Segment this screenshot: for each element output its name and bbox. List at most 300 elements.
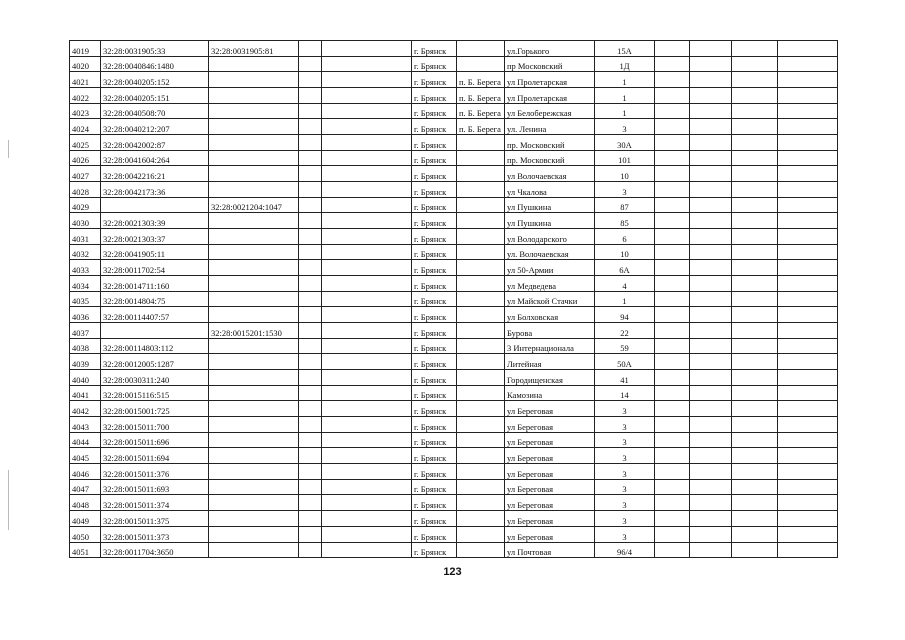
city-cell: г. Брянск [412, 338, 457, 354]
table-row [70, 495, 838, 511]
empty-cell [299, 229, 322, 245]
row-number-cell: 4027 [70, 166, 101, 182]
empty-cell [322, 56, 412, 72]
parent-cadastral-number-cell: 32:28:0031905:81 [209, 41, 299, 57]
city-cell: г. Брянск [412, 479, 457, 495]
street-cell: Литейная [505, 354, 595, 370]
house-number-cell: 3 [595, 511, 655, 527]
district-cell: п. Б. Берега [457, 103, 505, 119]
parent-cadastral-number-cell [209, 260, 299, 276]
cadastral-number-cell [101, 197, 209, 213]
empty-cell [299, 41, 322, 57]
empty-cell [655, 291, 690, 307]
house-number-cell: 94 [595, 307, 655, 323]
empty-cell [690, 72, 732, 88]
street-cell: ул Чкалова [505, 182, 595, 198]
empty-cell [322, 448, 412, 464]
house-number-cell: 3 [595, 119, 655, 135]
street-cell: ул Береговая [505, 464, 595, 480]
house-number-cell: 87 [595, 197, 655, 213]
empty-cell [322, 479, 412, 495]
empty-cell [732, 135, 778, 151]
empty-cell [655, 41, 690, 57]
empty-cell [655, 88, 690, 104]
empty-cell [732, 103, 778, 119]
city-cell: г. Брянск [412, 150, 457, 166]
city-cell: г. Брянск [412, 229, 457, 245]
empty-cell [732, 229, 778, 245]
table-row [70, 370, 838, 386]
empty-cell [778, 166, 838, 182]
empty-cell [299, 182, 322, 198]
district-cell [457, 370, 505, 386]
street-cell: ул Болховская [505, 307, 595, 323]
parent-cadastral-number-cell [209, 354, 299, 370]
city-cell: г. Брянск [412, 401, 457, 417]
table-row [70, 166, 838, 182]
empty-cell [322, 88, 412, 104]
city-cell: г. Брянск [412, 41, 457, 57]
district-cell [457, 56, 505, 72]
empty-cell [322, 354, 412, 370]
empty-cell [690, 479, 732, 495]
cadastral-number-cell: 32:28:0014711:160 [101, 276, 209, 292]
empty-cell [690, 323, 732, 339]
empty-cell [299, 103, 322, 119]
district-cell [457, 291, 505, 307]
parent-cadastral-number-cell [209, 135, 299, 151]
empty-cell [655, 72, 690, 88]
district-cell [457, 354, 505, 370]
district-cell [457, 542, 505, 558]
row-number-cell: 4021 [70, 72, 101, 88]
table-row [70, 417, 838, 433]
empty-cell [732, 354, 778, 370]
empty-cell [322, 213, 412, 229]
table-row [70, 464, 838, 480]
empty-cell [778, 464, 838, 480]
empty-cell [778, 103, 838, 119]
street-cell: ул Волочаевская [505, 166, 595, 182]
empty-cell [732, 385, 778, 401]
empty-cell [322, 135, 412, 151]
row-number-cell: 4029 [70, 197, 101, 213]
district-cell [457, 41, 505, 57]
row-number-cell: 4035 [70, 291, 101, 307]
table-row [70, 432, 838, 448]
table-row [70, 448, 838, 464]
house-number-cell: 1 [595, 103, 655, 119]
city-cell: г. Брянск [412, 56, 457, 72]
street-cell: Камозина [505, 385, 595, 401]
empty-cell [322, 276, 412, 292]
street-cell: ул Медведева [505, 276, 595, 292]
empty-cell [655, 448, 690, 464]
table-row [70, 182, 838, 198]
table-row [70, 385, 838, 401]
cadastral-number-cell: 32:28:0040508:70 [101, 103, 209, 119]
district-cell: п. Б. Берега [457, 72, 505, 88]
empty-cell [778, 526, 838, 542]
street-cell: ул Береговая [505, 448, 595, 464]
empty-cell [655, 479, 690, 495]
scan-edge-mark [8, 140, 9, 158]
empty-cell [299, 244, 322, 260]
empty-cell [732, 307, 778, 323]
empty-cell [732, 448, 778, 464]
empty-cell [690, 354, 732, 370]
empty-cell [655, 401, 690, 417]
district-cell [457, 448, 505, 464]
empty-cell [299, 479, 322, 495]
parent-cadastral-number-cell [209, 276, 299, 292]
district-cell [457, 338, 505, 354]
table-row [70, 72, 838, 88]
table-row [70, 88, 838, 104]
empty-cell [655, 495, 690, 511]
empty-cell [655, 56, 690, 72]
parent-cadastral-number-cell [209, 385, 299, 401]
empty-cell [778, 244, 838, 260]
empty-cell [690, 88, 732, 104]
empty-cell [322, 150, 412, 166]
parent-cadastral-number-cell [209, 72, 299, 88]
house-number-cell: 3 [595, 464, 655, 480]
street-cell: ул. Волочаевская [505, 244, 595, 260]
street-cell: Городищенская [505, 370, 595, 386]
district-cell [457, 526, 505, 542]
row-number-cell: 4040 [70, 370, 101, 386]
empty-cell [778, 276, 838, 292]
table-row [70, 229, 838, 245]
empty-cell [655, 464, 690, 480]
row-number-cell: 4042 [70, 401, 101, 417]
empty-cell [299, 417, 322, 433]
empty-cell [299, 291, 322, 307]
district-cell [457, 479, 505, 495]
row-number-cell: 4020 [70, 56, 101, 72]
parent-cadastral-number-cell [209, 542, 299, 558]
empty-cell [778, 448, 838, 464]
empty-cell [299, 401, 322, 417]
table-row [70, 338, 838, 354]
parent-cadastral-number-cell [209, 244, 299, 260]
cadastral-number-cell: 32:28:0015011:374 [101, 495, 209, 511]
cadastral-number-cell: 32:28:0015011:375 [101, 511, 209, 527]
parent-cadastral-number-cell [209, 88, 299, 104]
city-cell: г. Брянск [412, 511, 457, 527]
table-row [70, 244, 838, 260]
empty-cell [299, 88, 322, 104]
street-cell: ул Майской Стачки [505, 291, 595, 307]
empty-cell [732, 370, 778, 386]
street-cell: Бурова [505, 323, 595, 339]
empty-cell [778, 56, 838, 72]
empty-cell [690, 432, 732, 448]
empty-cell [299, 276, 322, 292]
row-number-cell: 4023 [70, 103, 101, 119]
city-cell: г. Брянск [412, 464, 457, 480]
empty-cell [655, 338, 690, 354]
empty-cell [778, 260, 838, 276]
row-number-cell: 4050 [70, 526, 101, 542]
empty-cell [778, 135, 838, 151]
row-number-cell: 4044 [70, 432, 101, 448]
empty-cell [690, 291, 732, 307]
cadastral-number-cell: 32:28:0015011:693 [101, 479, 209, 495]
parent-cadastral-number-cell [209, 307, 299, 323]
empty-cell [690, 41, 732, 57]
empty-cell [690, 464, 732, 480]
empty-cell [299, 323, 322, 339]
empty-cell [690, 511, 732, 527]
table-row [70, 526, 838, 542]
cadastral-number-cell: 32:28:00114803:112 [101, 338, 209, 354]
house-number-cell: 1Д [595, 56, 655, 72]
empty-cell [690, 213, 732, 229]
empty-cell [322, 432, 412, 448]
cadastral-number-cell: 32:28:0015001:725 [101, 401, 209, 417]
empty-cell [655, 417, 690, 433]
table-row [70, 542, 838, 558]
empty-cell [732, 291, 778, 307]
district-cell [457, 432, 505, 448]
empty-cell [732, 213, 778, 229]
table-row [70, 260, 838, 276]
district-cell [457, 197, 505, 213]
house-number-cell: 10 [595, 166, 655, 182]
district-cell [457, 244, 505, 260]
parent-cadastral-number-cell [209, 448, 299, 464]
street-cell: ул Белобережская [505, 103, 595, 119]
empty-cell [322, 385, 412, 401]
parent-cadastral-number-cell [209, 103, 299, 119]
city-cell: г. Брянск [412, 197, 457, 213]
table-row [70, 150, 838, 166]
row-number-cell: 4028 [70, 182, 101, 198]
district-cell [457, 229, 505, 245]
empty-cell [732, 244, 778, 260]
parent-cadastral-number-cell [209, 464, 299, 480]
empty-cell [732, 150, 778, 166]
empty-cell [778, 213, 838, 229]
empty-cell [732, 542, 778, 558]
page-number: 123 [443, 566, 462, 578]
empty-cell [778, 432, 838, 448]
empty-cell [322, 370, 412, 386]
cadastral-number-cell: 32:28:0015011:373 [101, 526, 209, 542]
empty-cell [655, 213, 690, 229]
street-cell: ул Володарского [505, 229, 595, 245]
street-cell: ул Почтовая [505, 542, 595, 558]
empty-cell [655, 370, 690, 386]
empty-cell [690, 307, 732, 323]
empty-cell [732, 401, 778, 417]
empty-cell [299, 495, 322, 511]
row-number-cell: 4049 [70, 511, 101, 527]
parent-cadastral-number-cell [209, 526, 299, 542]
empty-cell [732, 166, 778, 182]
empty-cell [732, 182, 778, 198]
empty-cell [322, 166, 412, 182]
street-cell: ул Береговая [505, 495, 595, 511]
scan-edge-mark [8, 470, 9, 530]
district-cell [457, 166, 505, 182]
row-number-cell: 4037 [70, 323, 101, 339]
row-number-cell: 4043 [70, 417, 101, 433]
street-cell: ул Береговая [505, 401, 595, 417]
house-number-cell: 41 [595, 370, 655, 386]
table-row [70, 41, 838, 57]
empty-cell [299, 464, 322, 480]
city-cell: г. Брянск [412, 307, 457, 323]
empty-cell [322, 542, 412, 558]
empty-cell [322, 182, 412, 198]
empty-cell [322, 307, 412, 323]
parent-cadastral-number-cell [209, 182, 299, 198]
house-number-cell: 101 [595, 150, 655, 166]
empty-cell [732, 88, 778, 104]
house-number-cell: 3 [595, 182, 655, 198]
house-number-cell: 3 [595, 401, 655, 417]
empty-cell [322, 260, 412, 276]
street-cell: ул.Горького [505, 41, 595, 57]
row-number-cell: 4039 [70, 354, 101, 370]
empty-cell [778, 197, 838, 213]
empty-cell [299, 197, 322, 213]
empty-cell [655, 150, 690, 166]
city-cell: г. Брянск [412, 166, 457, 182]
empty-cell [732, 432, 778, 448]
cadastral-number-cell: 32:28:0040846:1480 [101, 56, 209, 72]
register-table [69, 40, 838, 558]
empty-cell [322, 401, 412, 417]
empty-cell [299, 526, 322, 542]
district-cell [457, 464, 505, 480]
cadastral-number-cell: 32:28:0042002:87 [101, 135, 209, 151]
empty-cell [322, 511, 412, 527]
city-cell: г. Брянск [412, 417, 457, 433]
empty-cell [655, 229, 690, 245]
empty-cell [778, 479, 838, 495]
row-number-cell: 4026 [70, 150, 101, 166]
city-cell: г. Брянск [412, 103, 457, 119]
empty-cell [690, 495, 732, 511]
parent-cadastral-number-cell [209, 291, 299, 307]
house-number-cell: 1 [595, 291, 655, 307]
house-number-cell: 4 [595, 276, 655, 292]
empty-cell [690, 166, 732, 182]
house-number-cell: 3 [595, 479, 655, 495]
street-cell: ул Пролетарская [505, 72, 595, 88]
street-cell: пр. Московский [505, 150, 595, 166]
district-cell [457, 417, 505, 433]
house-number-cell: 15А [595, 41, 655, 57]
empty-cell [299, 72, 322, 88]
register-table-body [70, 41, 838, 558]
city-cell: г. Брянск [412, 354, 457, 370]
city-cell: г. Брянск [412, 135, 457, 151]
house-number-cell: 14 [595, 385, 655, 401]
table-row [70, 103, 838, 119]
table-row [70, 354, 838, 370]
cadastral-number-cell: 32:28:0021303:39 [101, 213, 209, 229]
empty-cell [655, 182, 690, 198]
city-cell: г. Брянск [412, 291, 457, 307]
empty-cell [690, 56, 732, 72]
parent-cadastral-number-cell [209, 229, 299, 245]
city-cell: г. Брянск [412, 542, 457, 558]
empty-cell [778, 401, 838, 417]
cadastral-number-cell: 32:28:0040205:152 [101, 72, 209, 88]
district-cell [457, 213, 505, 229]
empty-cell [690, 229, 732, 245]
row-number-cell: 4038 [70, 338, 101, 354]
house-number-cell: 1 [595, 88, 655, 104]
table-row [70, 119, 838, 135]
empty-cell [690, 260, 732, 276]
row-number-cell: 4031 [70, 229, 101, 245]
house-number-cell: 1 [595, 72, 655, 88]
house-number-cell: 3 [595, 495, 655, 511]
empty-cell [655, 197, 690, 213]
empty-cell [299, 119, 322, 135]
empty-cell [732, 41, 778, 57]
district-cell [457, 150, 505, 166]
row-number-cell: 4033 [70, 260, 101, 276]
empty-cell [655, 135, 690, 151]
house-number-cell: 59 [595, 338, 655, 354]
row-number-cell: 4024 [70, 119, 101, 135]
empty-cell [778, 385, 838, 401]
house-number-cell: 85 [595, 213, 655, 229]
row-number-cell: 4051 [70, 542, 101, 558]
empty-cell [690, 276, 732, 292]
row-number-cell: 4030 [70, 213, 101, 229]
empty-cell [690, 182, 732, 198]
empty-cell [322, 338, 412, 354]
city-cell: г. Брянск [412, 385, 457, 401]
empty-cell [299, 511, 322, 527]
city-cell: г. Брянск [412, 182, 457, 198]
street-cell: ул 50-Армии [505, 260, 595, 276]
empty-cell [690, 526, 732, 542]
district-cell [457, 276, 505, 292]
house-number-cell: 10 [595, 244, 655, 260]
empty-cell [778, 323, 838, 339]
cadastral-number-cell: 32:28:0015116:515 [101, 385, 209, 401]
row-number-cell: 4032 [70, 244, 101, 260]
empty-cell [778, 354, 838, 370]
empty-cell [299, 166, 322, 182]
empty-cell [778, 511, 838, 527]
empty-cell [655, 276, 690, 292]
street-cell: ул Пролетарская [505, 88, 595, 104]
empty-cell [690, 417, 732, 433]
table-row [70, 511, 838, 527]
empty-cell [732, 72, 778, 88]
empty-cell [732, 495, 778, 511]
empty-cell [655, 511, 690, 527]
empty-cell [690, 135, 732, 151]
street-cell: 3 Интернационала [505, 338, 595, 354]
cadastral-number-cell: 32:28:0030311:240 [101, 370, 209, 386]
street-cell: ул Береговая [505, 511, 595, 527]
empty-cell [299, 135, 322, 151]
city-cell: г. Брянск [412, 526, 457, 542]
empty-cell [778, 88, 838, 104]
empty-cell [778, 370, 838, 386]
